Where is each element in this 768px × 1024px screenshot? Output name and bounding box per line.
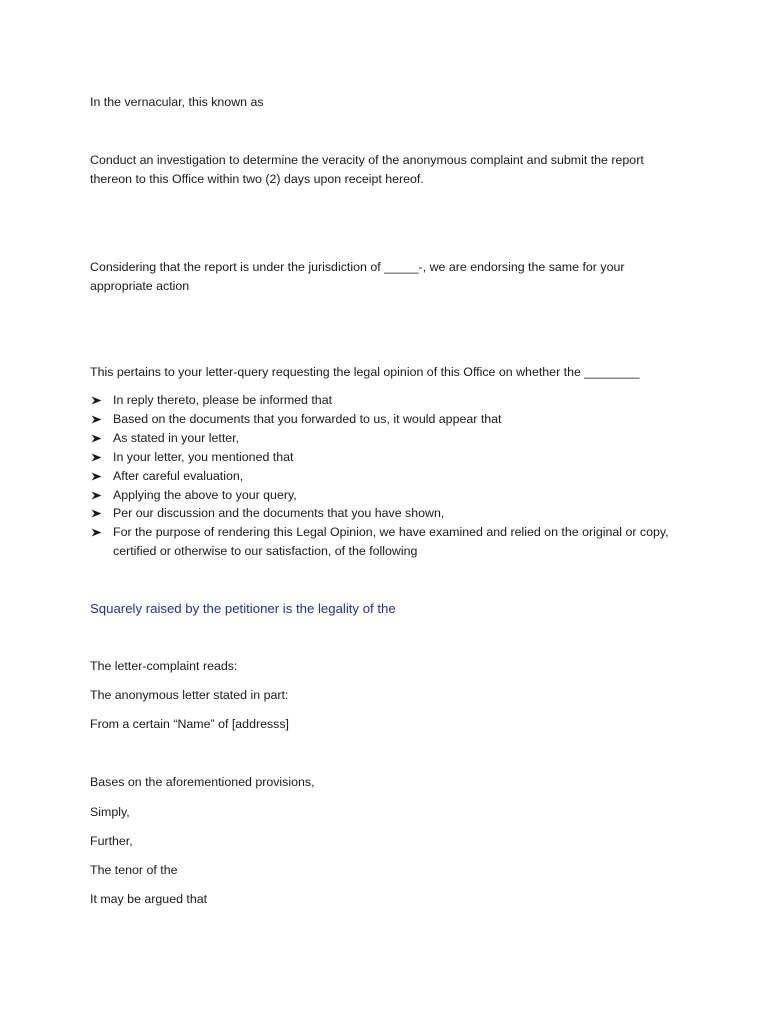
paragraph-letter-complaint: The letter-complaint reads: [90,659,238,673]
list-item [90,504,680,523]
paragraph-argued: It may be argued that [90,892,208,906]
list-item-text: Per our discussion and the documents that you have shown, [113,506,445,521]
list-item [90,429,680,448]
arrowhead-bullet-icon [91,491,102,500]
list-item [90,467,680,486]
list-item-text: Based on the documents that you forwarded to us, it would appear that [113,411,502,426]
arrowhead-bullet-icon [91,453,102,462]
list-item [90,448,680,467]
list-item-text: After careful evaluation, [113,468,244,483]
opening-phrases-list [90,391,680,561]
list-item [90,410,680,429]
arrowhead-bullet-icon [91,415,102,424]
list-item-text: For the purpose of rendering this Legal Opinion, we have examined and relied on the original or copy, certified or otherwise to our satisfaction, of the following [113,525,669,559]
paragraph-from-name: From a certain “Name” of [addresss] [90,717,290,731]
arrowhead-bullet-icon [91,396,102,405]
paragraph-letter-query: This pertains to your letter-query requesting the legal opinion of this Office on whether the ________ [90,365,640,379]
list-item [90,486,680,505]
arrowhead-bullet-icon [91,528,102,537]
list-item [90,391,680,410]
arrowhead-bullet-icon [91,509,102,518]
paragraph-bases: Bases on the aforementioned provisions, [90,775,315,789]
list-item-text: In your letter, you mentioned that [113,449,294,464]
highlighted-sentence: Squarely raised by the petitioner is the legality of the [90,601,396,616]
paragraph-tenor: The tenor of the [90,863,178,877]
paragraph-vernacular: In the vernacular, this known as [90,95,264,109]
paragraph-further: Further, [90,834,133,848]
paragraph-investigation: Conduct an investigation to determine the veracity of the anonymous complaint and submit the report thereon to this Office within two (2) days upon receipt hereof. [90,153,644,186]
paragraph-jurisdiction: Considering that the report is under the jurisdiction of _____-, we are endorsing the same for your appropriate action [90,260,625,293]
paragraph-simply: Simply, [90,805,130,819]
arrowhead-bullet-icon [91,472,102,481]
list-item-text: As stated in your letter, [113,430,240,445]
list-item [90,523,680,561]
list-item-text: Applying the above to your query, [113,487,297,502]
arrowhead-bullet-icon [91,434,102,443]
paragraph-anonymous-letter: The anonymous letter stated in part: [90,688,289,702]
list-item-text: In reply thereto, please be informed that [113,393,333,407]
